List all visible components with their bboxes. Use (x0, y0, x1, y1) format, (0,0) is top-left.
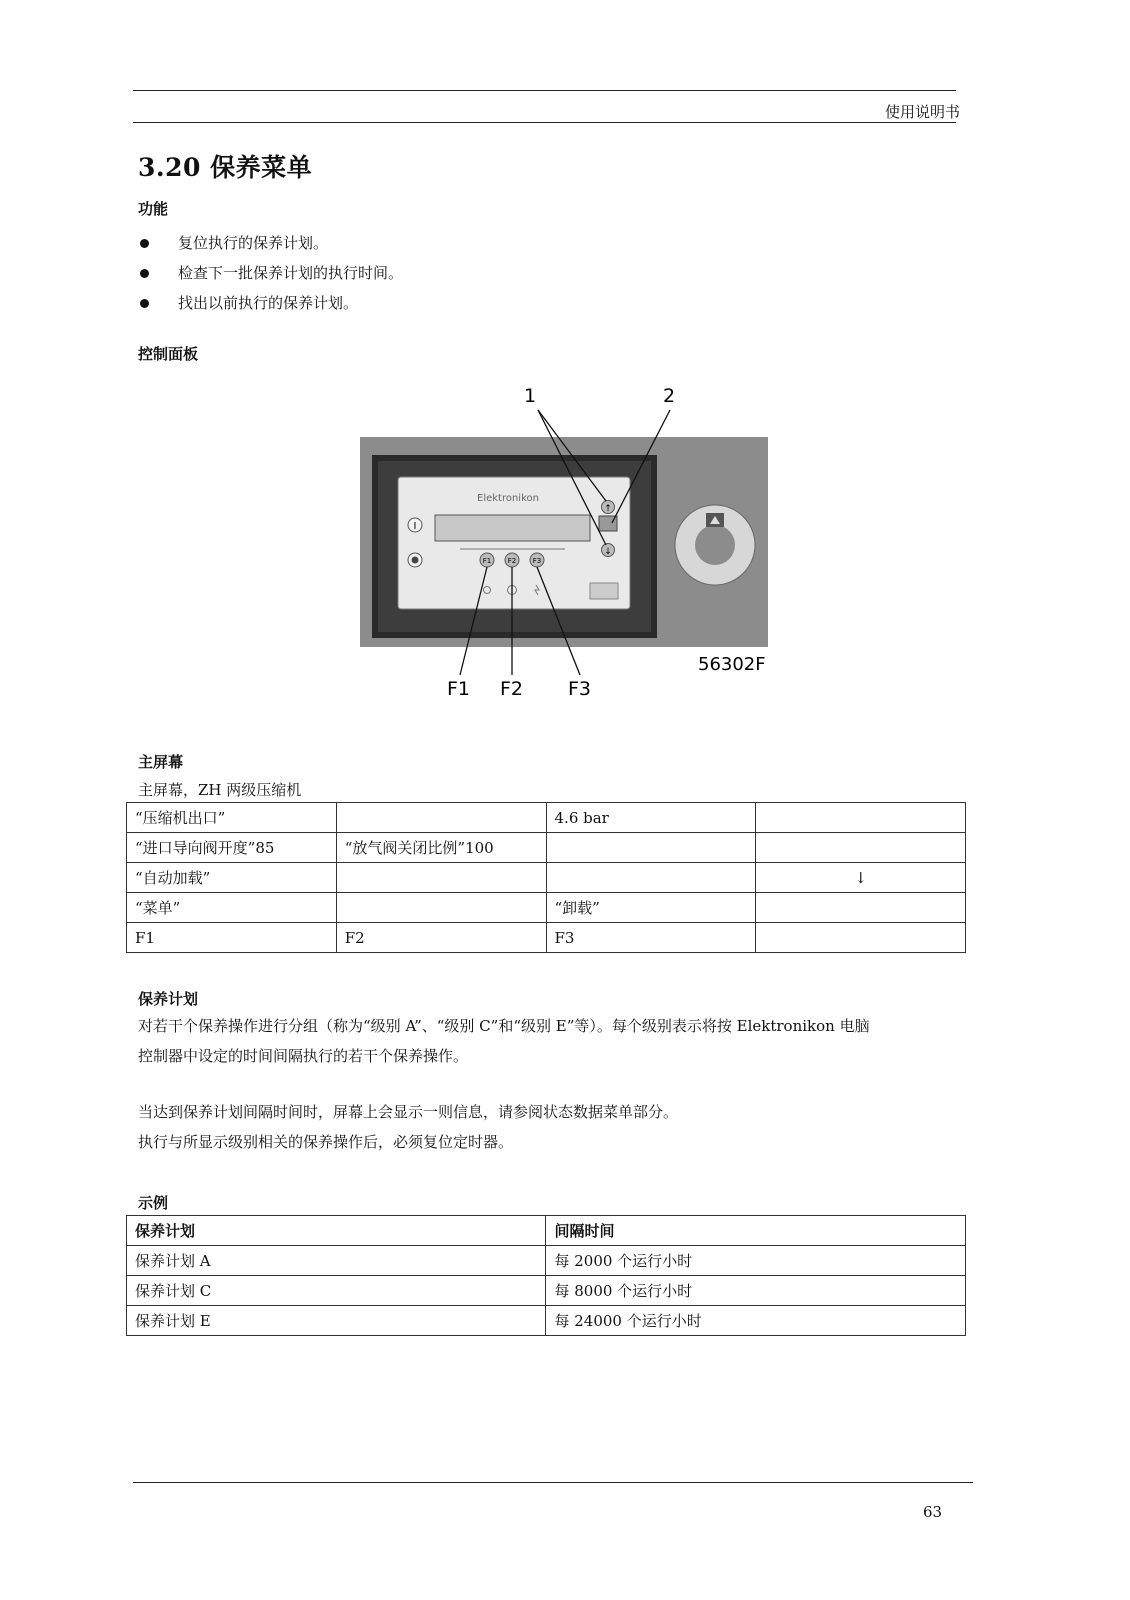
table-cell: 每 24000 个运行小时 (546, 1306, 966, 1336)
column-header-plan: 保养计划 (127, 1216, 546, 1246)
table-row (127, 893, 966, 923)
doc-title: 使用说明书 (884, 103, 960, 121)
manufacturer-logo (590, 583, 618, 599)
table-cell: 保养计划 C (127, 1276, 546, 1306)
table-cell: F1 (127, 923, 337, 953)
table-cell: “进口导向阀开度”85 (127, 833, 337, 863)
callout-f3: F3 (568, 678, 592, 700)
table-cell: 每 2000 个运行小时 (546, 1246, 966, 1276)
control-panel-heading: 控制面板 (138, 345, 199, 363)
table-cell (756, 833, 966, 863)
list-item-text: 找出以前执行的保养计划。 (178, 294, 359, 312)
scroll-down-indicator: ↓ (756, 863, 966, 893)
list-item (138, 228, 403, 258)
table-cell: 保养计划 E (127, 1306, 546, 1336)
page-number: 63 (923, 1503, 943, 1521)
table-row (127, 1246, 966, 1276)
table-cell: “菜单” (127, 893, 337, 923)
plan-paragraph-1 (138, 1011, 870, 1071)
list-item (138, 258, 403, 288)
table-cell: “自动加载” (127, 863, 337, 893)
callout-f1: F1 (447, 678, 471, 700)
svg-text:↓: ↓ (604, 547, 612, 557)
control-panel-diagram (360, 385, 790, 705)
plan-heading: 保养计划 (138, 990, 199, 1008)
header-bottom-rule (133, 122, 956, 123)
table-cell (336, 893, 546, 923)
table-cell (756, 803, 966, 833)
header-top-rule (133, 90, 956, 91)
lcd-display (435, 515, 590, 541)
callout-2: 2 (663, 385, 676, 407)
svg-text:F3: F3 (532, 557, 542, 565)
list-item-text: 检查下一批保养计划的执行时间。 (178, 264, 404, 282)
main-screen-table (126, 802, 966, 953)
callout-1: 1 (524, 385, 537, 407)
table-row (127, 833, 966, 863)
table-row (127, 863, 966, 893)
column-header-interval: 间隔时间 (546, 1216, 966, 1246)
table-cell: “压缩机出口” (127, 803, 337, 833)
figure-code: 56302F (698, 654, 766, 675)
example-table (126, 1215, 966, 1336)
table-cell (756, 893, 966, 923)
text-line: 当达到保养计划间隔时间时，屏幕上会显示一则信息，请参阅状态数据菜单部分。 (138, 1103, 679, 1121)
table-cell: 4.6 bar (546, 803, 756, 833)
list-item-text: 复位执行的保养计划。 (178, 234, 329, 252)
example-heading: 示例 (138, 1194, 169, 1212)
brand-label: Elektronikon (477, 493, 539, 504)
plan-paragraph-2 (138, 1097, 678, 1157)
footer-rule (133, 1482, 973, 1483)
table-cell: F3 (546, 923, 756, 953)
table-cell: 保养计划 A (127, 1246, 546, 1276)
main-screen-heading: 主屏幕 (138, 753, 184, 771)
table-row (127, 1306, 966, 1336)
svg-text:I: I (413, 521, 417, 532)
bullet-icon (140, 299, 149, 308)
table-cell (546, 863, 756, 893)
functions-heading: 功能 (138, 200, 169, 218)
main-screen-subtitle: 主屏幕，ZH 两级压缩机 (138, 781, 302, 799)
svg-text:F2: F2 (507, 557, 517, 565)
text-line: 执行与所显示级别相关的保养操作后，必须复位定时器。 (138, 1133, 514, 1151)
table-cell (336, 803, 546, 833)
table-cell (756, 923, 966, 953)
svg-text:F1: F1 (482, 557, 492, 565)
table-cell: 每 8000 个运行小时 (546, 1276, 966, 1306)
table-row (127, 803, 966, 833)
table-header-row (127, 1216, 966, 1246)
table-cell: F2 (336, 923, 546, 953)
table-row (127, 923, 966, 953)
bullet-icon (140, 239, 149, 248)
callout-f2: F2 (500, 678, 524, 700)
text-line: 控制器中设定的时间间隔执行的若干个保养操作。 (138, 1047, 469, 1065)
table-cell (546, 833, 756, 863)
table-cell: “卸载” (546, 893, 756, 923)
table-cell: “放气阀关闭比例”100 (336, 833, 546, 863)
table-row (127, 1276, 966, 1306)
section-title: 3.20 保养菜单 (138, 153, 313, 182)
svg-text:↑: ↑ (604, 504, 612, 514)
text-line: 对若干个保养操作进行分组（称为“级别 A”、“级别 C”和“级别 E”等）。每个级别表示将按 Elektronikon 电脑 (138, 1017, 870, 1035)
bullet-icon (140, 269, 149, 278)
list-item (138, 288, 403, 318)
control-panel-figure (360, 385, 790, 705)
table-cell (336, 863, 546, 893)
function-list (138, 228, 403, 318)
